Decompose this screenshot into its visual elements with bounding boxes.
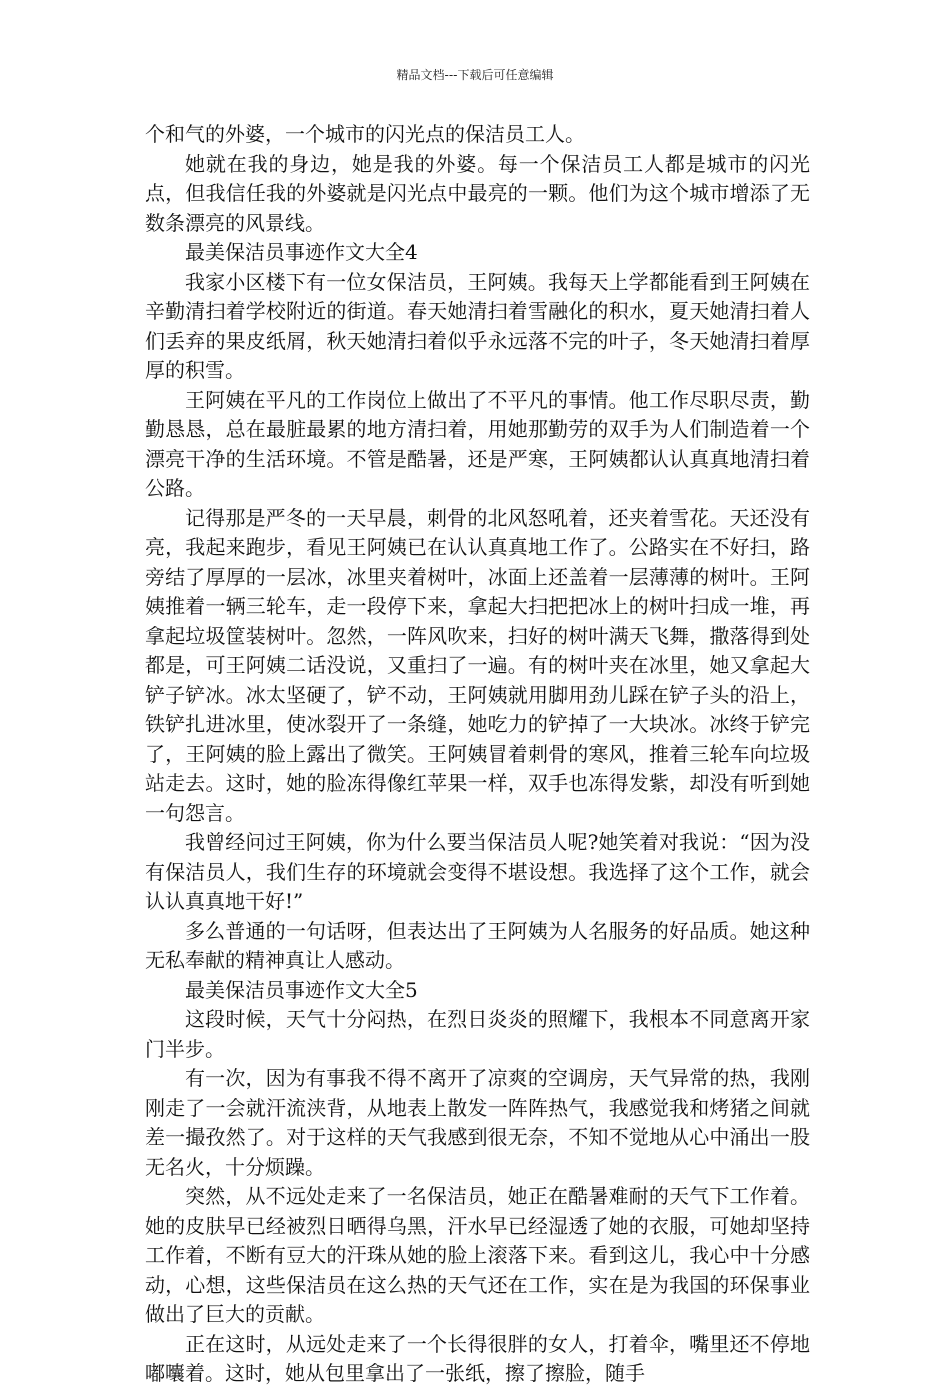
paragraph: 记得那是严冬的一天早晨，刺骨的北风怒吼着，还夹着雪花。天还没有亮，我起来跑步，看见王阿姨已在认认真真地工作了。公路实在不好扫，路旁结了厚厚的一层冰，冰里夹着树叶，冰面上还盖着一层薄薄的树叶。王阿姨推着一辆三轮车，走一段停下来，拿起大扫把把冰上的树叶扫成一堆，再拿起垃圾筐装树叶。忽然，一阵风吹来，扫好的树叶满天飞舞，撒落得到处都是，可王阿姨二话没说，又重扫了一遍。有的树叶夹在冰里，她又拿起大铲子铲冰。冰太坚硬了，铲不动，王阿姨就用脚用劲儿踩在铲子头的沿上，铁铲扎进冰里，使冰裂开了一条缝，她吃力的铲掉了一大块冰。冰终于铲完了，王阿姨的脸上露出了微笑。王阿姨冒着刺骨的寒风，推着三轮车向垃圾站走去。这时，她的脸冻得像红苹果一样，双手也冻得发紫，却没有听到她一句怨言。 [145, 505, 810, 825]
paragraph: 有一次，因为有事我不得不离开了凉爽的空调房，天气异常的热，我刚刚走了一会就汗流浃背，从地表上散发一阵阵热气，我感觉我和烤猪之间就差一撮孜然了。对于这样的天气我感到很无奈，不知不觉地从心中涌出一股无名火，十分烦躁。 [145, 1066, 810, 1179]
paragraph: 这段时候，天气十分闷热，在烈日炎炎的照耀下，我根本不同意离开家门半步。 [145, 1007, 810, 1061]
paragraph: 王阿姨在平凡的工作岗位上做出了不平凡的事情。他工作尽职尽责，勤勤恳恳，总在最脏最累的地方清扫着，用她那勤劳的双手为人们制造着一个漂亮干净的生活环境。不管是酷暑，还是严寒，王阿姨都认认真真地清扫着公路。 [145, 387, 810, 500]
paragraph: 多么普通的一句话呀，但表达出了王阿姨为人名服务的好品质。她这种无私奉献的精神真让人感动。 [145, 918, 810, 972]
paragraph-continuation: 个和气的外婆，一个城市的闪光点的保洁员工人。 [145, 122, 585, 146]
paragraph: 突然，从不远处走来了一名保洁员，她正在酷暑难耐的天气下工作着。她的皮肤早已经被烈日晒得乌黑，汗水早已经湿透了她的衣服，可她却坚持工作着，不断有豆大的汗珠从她的脸上滚落下来。看到这儿，我心中十分感动，心想，这些保洁员在这么热的天气还在工作，实在是为我国的环保事业做出了巨大的贡献。 [145, 1184, 810, 1326]
paragraph: 她就在我的身边，她是我的外婆。每一个保洁员工人都是城市的闪光点，但我信任我的外婆就是闪光点中最亮的一颗。他们为这个城市增添了无数条漂亮的风景线。 [145, 151, 810, 235]
section-heading: 最美保洁员事迹作文大全4 [185, 240, 418, 264]
document-body [145, 120, 810, 1389]
page-header: 精品文档---下载后可任意编辑 [396, 68, 554, 82]
paragraph: 我家小区楼下有一位女保洁员，王阿姨。我每天上学都能看到王阿姨在辛勤清扫着学校附近的街道。春天她清扫着雪融化的积水，夏天她清扫着人们丢弃的果皮纸屑，秋天她清扫着似乎永远落不完的叶子，冬天她清扫着厚厚的积雪。 [145, 269, 810, 382]
paragraph: 正在这时，从远处走来了一个长得很胖的女人，打着伞，嘴里还不停地嘟囔着。这时，她从包里拿出了一张纸，擦了擦脸，随手 [145, 1331, 810, 1385]
section-heading: 最美保洁员事迹作文大全5 [185, 977, 418, 1002]
paragraph: 我曾经问过王阿姨，你为什么要当保洁员人呢?她笑着对我说：“因为没有保洁员人，我们生存的环境就会变得不堪设想。我选择了这个工作，就会认认真真地干好!” [145, 830, 810, 913]
